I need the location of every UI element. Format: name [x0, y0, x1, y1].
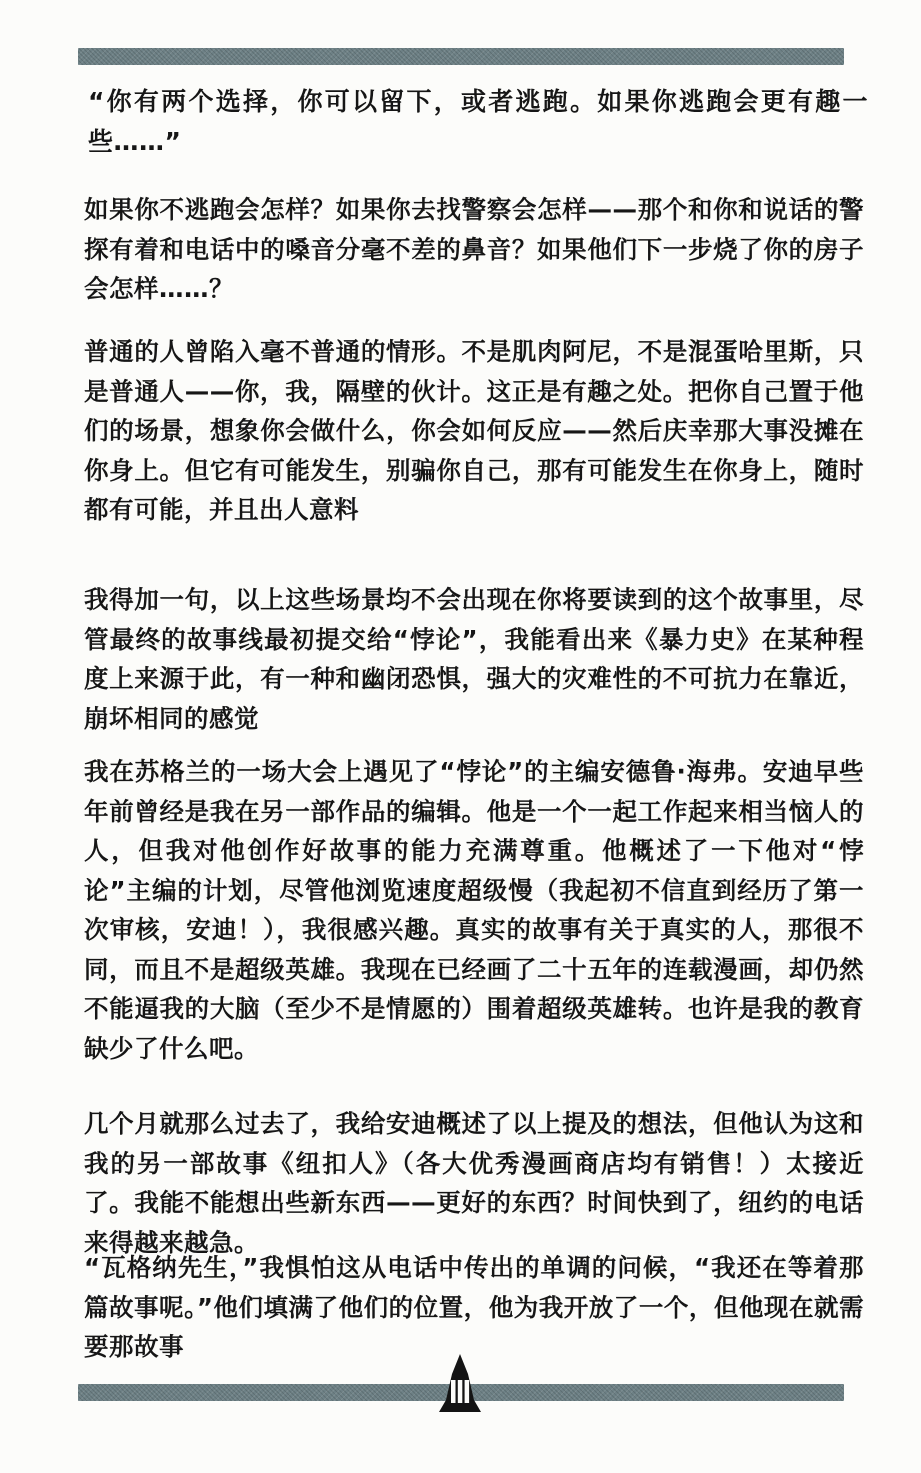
paragraph: 几个月就那么过去了，我给安迪概述了以上提及的想法，但他认为这和我的另一部故事《纽扣人》（各大优秀漫画商店均有销售！）太接近了。我能不能想出些新东西——更好的东西？时间快到了，纽约的电话来得越来越急。 — [84, 1109, 864, 1257]
paragraph: 我得加一句，以上这些场景均不会出现在你将要读到的这个故事里，尽管最终的故事线最初提交给“悖论”，我能看出来《暴力史》在某种程度上来源于此，有一种和幽闭恐惧，强大的灾难性的不可抗力在靠近，崩坏相同的感觉 — [84, 585, 864, 733]
building-columns-icon — [434, 1354, 486, 1414]
paragraph: 我在苏格兰的一场大会上遇见了“悖论”的主编安德鲁·海弗。安迪早些年前曾经是我在另一部作品的编辑。他是一个一起工作起来相当恼人的人，但我对他创作好故事的能力充满尊重。他概述了一下他对“悖论”主编的计划，尽管他浏览速度超级慢（我起初不信直到经历了第一次审核，安迪！），我很感兴趣。真实的故事有关于真实的人，那很不同，而且不是超级英雄。我现在已经画了二十五年的连载漫画，却仍然不能逼我的大脑（至少不是情愿的）围着超级英雄转。也许是我的教育缺少了什么吧。 — [84, 757, 864, 1063]
paragraph: 普通的人曾陷入毫不普通的情形。不是肌肉阿尼，不是混蛋哈里斯，只是普通人——你，我，隔壁的伙计。这正是有趣之处。把你自己置于他们的场景，想象你会做什么，你会如何反应——然后庆幸那大事没摊在你身上。但它有可能发生，别骗你自己，那有可能发生在你身上，随时都有可能，并且出人意料 — [84, 337, 864, 524]
top-decorative-bar — [78, 48, 844, 65]
paragraph: “瓦格纳先生，”我惧怕这从电话中传出的单调的问候，“我还在等着那篇故事呢。”他们填满了他们的位置，他为我开放了一个，但他现在就需要那故事 — [84, 1253, 864, 1361]
paragraph: 如果你不逃跑会怎样？如果你去找警察会怎样——那个和你和说话的警探有着和电话中的嗓音分毫不差的鼻音？如果他们下一步烧了你的房子会怎样……？ — [84, 195, 864, 303]
opening-quote-line: “你有两个选择，你可以留下，或者逃跑。如果你逃跑会更有趣一些……” — [88, 87, 868, 156]
